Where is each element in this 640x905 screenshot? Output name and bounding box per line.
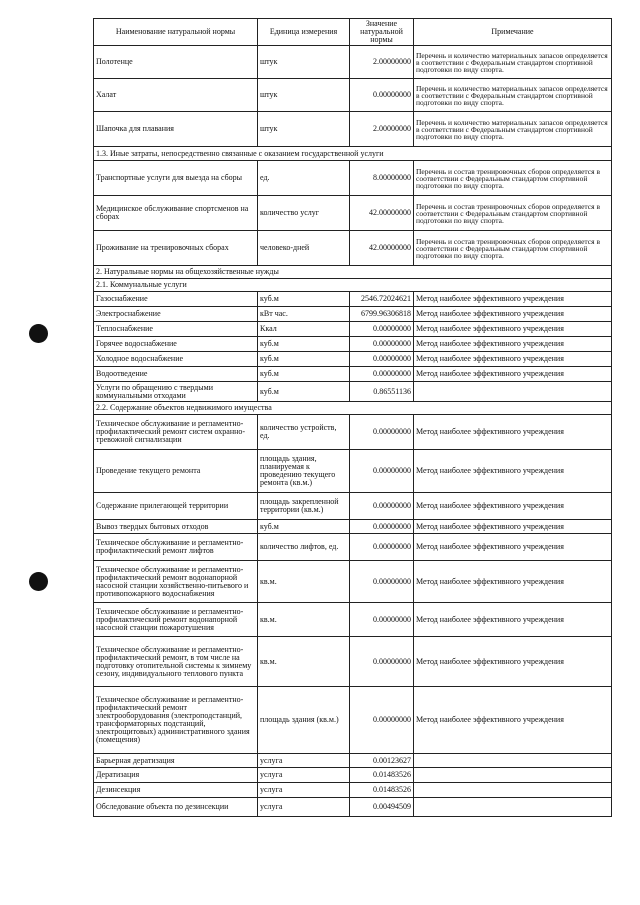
table-row bbox=[94, 322, 612, 337]
norm-name-cell: Техническое обслуживание и регламентно-профилактический ремонт лифтов bbox=[94, 534, 258, 561]
unit-cell: куб.м bbox=[258, 367, 350, 382]
value-cell: 0.00494509 bbox=[350, 798, 414, 817]
unit-cell: ед. bbox=[258, 161, 350, 196]
norm-name-cell: Халат bbox=[94, 79, 258, 112]
value-cell: 0.00000000 bbox=[350, 520, 414, 534]
header-value: Значение натуральной нормы bbox=[350, 19, 414, 46]
section-title: 1.3. Иные затраты, непосредственно связанные с оказанием государственной услуги bbox=[94, 147, 612, 161]
note-cell: Метод наиболее эффективного учреждения bbox=[414, 534, 612, 561]
table-row bbox=[94, 79, 612, 112]
table-row bbox=[94, 415, 612, 450]
value-cell: 0.01483526 bbox=[350, 768, 414, 783]
norm-name-cell: Техническое обслуживание и регламентно-профилактический ремонт водонапорной насосной станции хозяйственно-питьевого и противопожарного водоснабжения bbox=[94, 561, 258, 603]
note-cell: Перечень и состав тренировочных сборов определяется в соответствии с Федеральным стандартом спортивной подготовки по виду спорта. bbox=[414, 196, 612, 231]
value-cell: 2.00000000 bbox=[350, 112, 414, 147]
section-title: 2.1. Коммунальные услуги bbox=[94, 279, 612, 292]
norm-name-cell: Газоснабжение bbox=[94, 292, 258, 307]
table-row bbox=[94, 534, 612, 561]
note-cell: Перечень и количество материальных запасов определяется в соответствии с Федеральным стандартом спортивной подготовки по виду спорта. bbox=[414, 112, 612, 147]
punch-hole bbox=[29, 324, 48, 343]
table-row bbox=[94, 337, 612, 352]
table-row bbox=[94, 196, 612, 231]
note-cell: Метод наиболее эффективного учреждения bbox=[414, 352, 612, 367]
norm-name-cell: Содержание прилегающей территории bbox=[94, 493, 258, 520]
note-cell: Метод наиболее эффективного учреждения bbox=[414, 561, 612, 603]
norm-name-cell: Горячее водоснабжение bbox=[94, 337, 258, 352]
unit-cell: куб.м bbox=[258, 382, 350, 402]
unit-cell: количество услуг bbox=[258, 196, 350, 231]
value-cell: 42.00000000 bbox=[350, 231, 414, 266]
note-cell: Метод наиболее эффективного учреждения bbox=[414, 337, 612, 352]
note-cell bbox=[414, 754, 612, 768]
unit-cell: куб.м bbox=[258, 292, 350, 307]
note-cell: Метод наиболее эффективного учреждения bbox=[414, 687, 612, 754]
unit-cell: штук bbox=[258, 112, 350, 147]
norm-name-cell: Дератизация bbox=[94, 768, 258, 783]
value-cell: 6799.96306818 bbox=[350, 307, 414, 322]
value-cell: 0.00123627 bbox=[350, 754, 414, 768]
note-cell: Метод наиболее эффективного учреждения bbox=[414, 603, 612, 637]
section-title: 2. Натуральные нормы на общехозяйственные нужды bbox=[94, 266, 612, 279]
unit-cell: штук bbox=[258, 46, 350, 79]
value-cell: 8.00000000 bbox=[350, 161, 414, 196]
unit-cell: кВт час. bbox=[258, 307, 350, 322]
natural-norms-table bbox=[93, 18, 612, 817]
value-cell: 0.00000000 bbox=[350, 450, 414, 493]
table-row bbox=[94, 46, 612, 79]
table-row bbox=[94, 561, 612, 603]
unit-cell: штук bbox=[258, 79, 350, 112]
norm-name-cell: Полотенце bbox=[94, 46, 258, 79]
header-unit: Единица измерения bbox=[258, 19, 350, 46]
note-cell: Перечень и количество материальных запасов определяется в соответствии с Федеральным стандартом спортивной подготовки по виду спорта. bbox=[414, 79, 612, 112]
value-cell: 0.00000000 bbox=[350, 322, 414, 337]
section-row bbox=[94, 279, 612, 292]
note-cell: Метод наиболее эффективного учреждения bbox=[414, 493, 612, 520]
punch-hole bbox=[29, 572, 48, 591]
note-cell: Метод наиболее эффективного учреждения bbox=[414, 520, 612, 534]
unit-cell: площадь здания, планируемая к проведению текущего ремонта (кв.м.) bbox=[258, 450, 350, 493]
note-cell: Метод наиболее эффективного учреждения bbox=[414, 292, 612, 307]
unit-cell: куб.м bbox=[258, 352, 350, 367]
table-row bbox=[94, 352, 612, 367]
note-cell: Перечень и состав тренировочных сборов определяется в соответствии с Федеральным стандартом спортивной подготовки по виду спорта. bbox=[414, 231, 612, 266]
note-cell bbox=[414, 768, 612, 783]
norm-name-cell: Техническое обслуживание и регламентно-профилактический ремонт водонапорной насосной станции пожаротушения bbox=[94, 603, 258, 637]
norm-name-cell: Дезинсекция bbox=[94, 783, 258, 798]
unit-cell: услуга bbox=[258, 783, 350, 798]
note-cell: Перечень и количество материальных запасов определяется в соответствии с Федеральным стандартом спортивной подготовки по виду спорта. bbox=[414, 46, 612, 79]
unit-cell: человеко-дней bbox=[258, 231, 350, 266]
note-cell bbox=[414, 382, 612, 402]
value-cell: 0.01483526 bbox=[350, 783, 414, 798]
norm-name-cell: Вывоз твердых бытовых отходов bbox=[94, 520, 258, 534]
value-cell: 42.00000000 bbox=[350, 196, 414, 231]
unit-cell: количество устройств, ед. bbox=[258, 415, 350, 450]
value-cell: 2.00000000 bbox=[350, 46, 414, 79]
norm-name-cell: Холодное водоснабжение bbox=[94, 352, 258, 367]
norm-name-cell: Теплоснабжение bbox=[94, 322, 258, 337]
unit-cell: Ккал bbox=[258, 322, 350, 337]
unit-cell: площадь здания (кв.м.) bbox=[258, 687, 350, 754]
value-cell: 0.00000000 bbox=[350, 561, 414, 603]
table-row bbox=[94, 603, 612, 637]
value-cell: 0.00000000 bbox=[350, 534, 414, 561]
unit-cell: количество лифтов, ед. bbox=[258, 534, 350, 561]
norm-name-cell: Медицинское обслуживание спортсменов на сборах bbox=[94, 196, 258, 231]
table-row bbox=[94, 754, 612, 768]
unit-cell: услуга bbox=[258, 768, 350, 783]
value-cell: 0.00000000 bbox=[350, 79, 414, 112]
value-cell: 0.00000000 bbox=[350, 367, 414, 382]
unit-cell: площадь закрепленной территории (кв.м.) bbox=[258, 493, 350, 520]
table-row bbox=[94, 768, 612, 783]
table-row bbox=[94, 450, 612, 493]
note-cell bbox=[414, 783, 612, 798]
table-row bbox=[94, 382, 612, 402]
table-row bbox=[94, 798, 612, 817]
table-row bbox=[94, 783, 612, 798]
value-cell: 2546.72024621 bbox=[350, 292, 414, 307]
value-cell: 0.00000000 bbox=[350, 637, 414, 687]
norm-name-cell: Услуги по обращению с твердыми коммунальными отходами bbox=[94, 382, 258, 402]
unit-cell: куб.м bbox=[258, 520, 350, 534]
table-row bbox=[94, 687, 612, 754]
note-cell: Метод наиболее эффективного учреждения bbox=[414, 415, 612, 450]
value-cell: 0.00000000 bbox=[350, 687, 414, 754]
norm-name-cell: Электроснабжение bbox=[94, 307, 258, 322]
section-row bbox=[94, 402, 612, 415]
norm-name-cell: Техническое обслуживание и регламентно-профилактический ремонт систем охранно-тревожной сигнализации bbox=[94, 415, 258, 450]
norm-name-cell: Шапочка для плавания bbox=[94, 112, 258, 147]
note-cell: Метод наиболее эффективного учреждения bbox=[414, 322, 612, 337]
unit-cell: куб.м bbox=[258, 337, 350, 352]
section-title: 2.2. Содержание объектов недвижимого имущества bbox=[94, 402, 612, 415]
note-cell: Перечень и состав тренировочных сборов определяется в соответствии с Федеральным стандартом спортивной подготовки по виду спорта. bbox=[414, 161, 612, 196]
norm-name-cell: Проживание на тренировочных сборах bbox=[94, 231, 258, 266]
header-name: Наименование натуральной нормы bbox=[94, 19, 258, 46]
table-row bbox=[94, 520, 612, 534]
value-cell: 0.00000000 bbox=[350, 415, 414, 450]
norm-name-cell: Техническое обслуживание и регламентно-профилактический ремонт электрооборудования (электроподстанций, трансформаторных подстанций, электрощитовых) административного здания (помещения) bbox=[94, 687, 258, 754]
value-cell: 0.00000000 bbox=[350, 603, 414, 637]
unit-cell: услуга bbox=[258, 798, 350, 817]
note-cell: Метод наиболее эффективного учреждения bbox=[414, 367, 612, 382]
norm-name-cell: Проведение текущего ремонта bbox=[94, 450, 258, 493]
table-body bbox=[94, 46, 612, 817]
header-note: Примечание bbox=[414, 19, 612, 46]
table-row bbox=[94, 161, 612, 196]
norm-name-cell: Техническое обслуживание и регламентно-профилактический ремонт, в том числе на подготовку отопительной системы к зимнему сезону, индивидуального теплового пункта bbox=[94, 637, 258, 687]
note-cell bbox=[414, 798, 612, 817]
note-cell: Метод наиболее эффективного учреждения bbox=[414, 307, 612, 322]
table-row bbox=[94, 493, 612, 520]
value-cell: 0.00000000 bbox=[350, 337, 414, 352]
unit-cell: кв.м. bbox=[258, 637, 350, 687]
norm-name-cell: Обследование объекта по дезинсекции bbox=[94, 798, 258, 817]
note-cell: Метод наиболее эффективного учреждения bbox=[414, 637, 612, 687]
table-row bbox=[94, 231, 612, 266]
value-cell: 0.00000000 bbox=[350, 493, 414, 520]
table-row bbox=[94, 637, 612, 687]
note-cell: Метод наиболее эффективного учреждения bbox=[414, 450, 612, 493]
norm-name-cell: Транспортные услуги для выезда на сборы bbox=[94, 161, 258, 196]
unit-cell: кв.м. bbox=[258, 561, 350, 603]
unit-cell: услуга bbox=[258, 754, 350, 768]
section-row bbox=[94, 147, 612, 161]
table-row bbox=[94, 367, 612, 382]
unit-cell: кв.м. bbox=[258, 603, 350, 637]
value-cell: 0.00000000 bbox=[350, 352, 414, 367]
value-cell: 0.86551136 bbox=[350, 382, 414, 402]
table-row bbox=[94, 292, 612, 307]
table-header-row bbox=[94, 19, 612, 46]
section-row bbox=[94, 266, 612, 279]
table-row bbox=[94, 112, 612, 147]
norm-name-cell: Водоотведение bbox=[94, 367, 258, 382]
table-row bbox=[94, 307, 612, 322]
norm-name-cell: Барьерная дератизация bbox=[94, 754, 258, 768]
